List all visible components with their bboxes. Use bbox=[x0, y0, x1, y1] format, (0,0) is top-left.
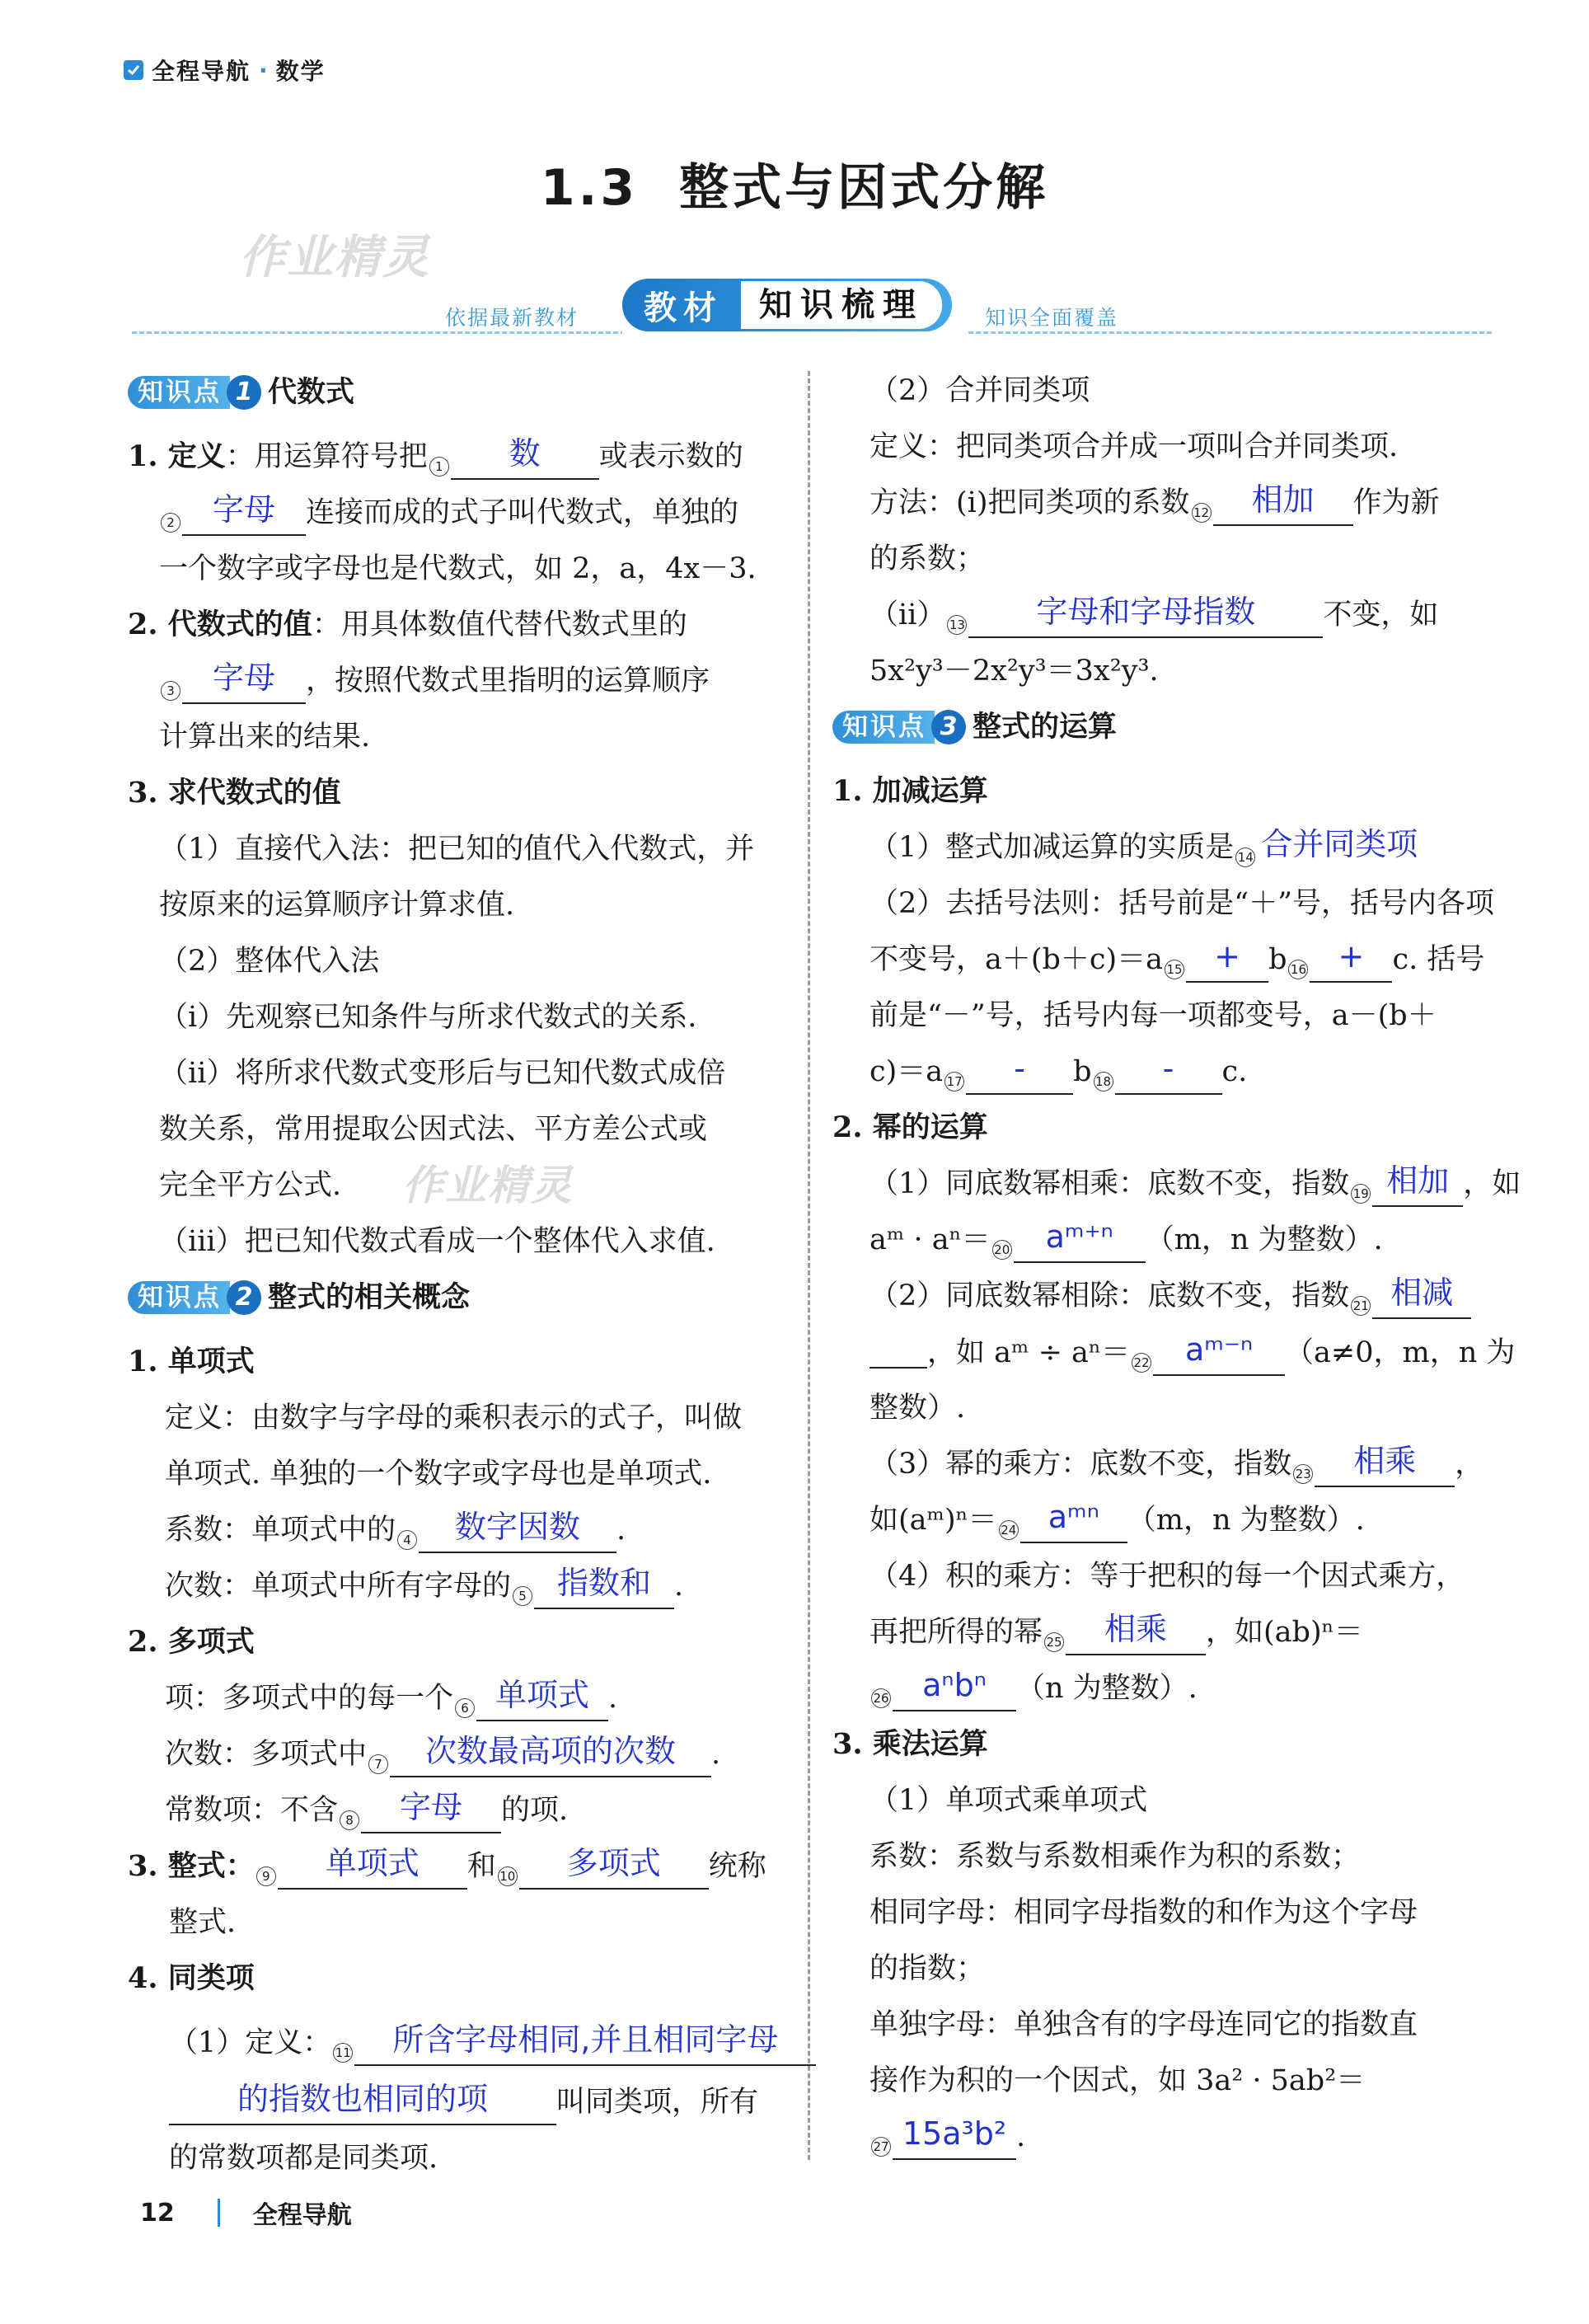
blank-24: aᵐⁿ bbox=[1020, 1499, 1127, 1543]
def-line-3: 一个数字或字母也是代数式，如 2，a，4x－3. bbox=[159, 552, 757, 585]
bracket-rule-c: 前是“－”号，括号内每一项都变号，a－(b＋ bbox=[869, 999, 1437, 1032]
monomial-def-b: 单项式. 单独的一个数字或字母也是单项式. bbox=[165, 1458, 712, 1491]
method-2ii-b: 数关系，常用提取公因式法、平方差公式或 bbox=[159, 1113, 708, 1146]
mono-mult-answer: 27 15a³b² . bbox=[869, 2109, 1025, 2165]
blank-22: aᵐ⁻ⁿ bbox=[1153, 1331, 1285, 1376]
method-2ii-c: 完全平方公式. bbox=[159, 1169, 342, 1202]
blank-16: + bbox=[1310, 938, 1392, 983]
blank-5: 指数和 bbox=[534, 1565, 674, 1609]
monomial-degree: 次数：单项式中所有字母的 5 指数和 . bbox=[165, 1558, 683, 1614]
blank-3: 字母 bbox=[182, 660, 306, 704]
banner-chip-a: 教材 bbox=[644, 289, 723, 327]
mono-mult-same-b: 的指数； bbox=[869, 1952, 986, 1985]
section-number: 1.3 bbox=[540, 159, 639, 217]
blank-19: 相加 bbox=[1372, 1162, 1463, 1207]
combine-method-b: 的系数； bbox=[869, 542, 986, 575]
def-line-1: 1. 定义：用运算符号把 1 数 或表示数的 bbox=[128, 429, 743, 485]
value-line-3: 计算出来的结果. bbox=[159, 721, 371, 754]
power-mult: （1）同底数幂相乘：底数不变，指数 19 相加 ，如 bbox=[869, 1156, 1521, 1212]
power-mult-example: aᵐ · aⁿ＝ 20 aᵐ⁺ⁿ （m，n 为整数）. bbox=[869, 1212, 1383, 1268]
power-of-power: （3）幂的乘方：底数不变，指数 23 相乘 ， bbox=[869, 1436, 1484, 1492]
power-div-end: 整数）. bbox=[869, 1392, 966, 1425]
polynomial-constant: 常数项：不含 8 字母 的项. bbox=[165, 1782, 568, 1838]
method-2: （2）整体代入法 bbox=[159, 945, 380, 978]
polynomial-heading: 2. 多项式 bbox=[128, 1625, 255, 1659]
combine-method-ii: （ⅱ） 13 字母和字母指数 不变，如 bbox=[869, 587, 1438, 643]
watermark-2: 作业精灵 bbox=[402, 1162, 574, 1209]
combine-heading: （2）合并同类项 bbox=[869, 374, 1090, 407]
polynomial-degree: 次数：多项式中 7 次数最高项的次数 . bbox=[165, 1726, 720, 1782]
blank-26: aⁿbⁿ bbox=[893, 1667, 1016, 1711]
knowledge-point-1: 知识点 1 代数式 bbox=[128, 373, 354, 412]
power-div: （2）同底数幂相除：底数不变，指数 21 相减 bbox=[869, 1268, 1471, 1324]
banner-right-note: 知识全面覆盖 bbox=[985, 306, 1119, 330]
like-terms-heading: 4. 同类项 bbox=[128, 1961, 255, 1995]
blank-1: 数 bbox=[451, 435, 599, 480]
power-of-product-c: 26 aⁿbⁿ （n 为整数）. bbox=[869, 1660, 1198, 1716]
banner-chip-b: 知识梳理 bbox=[741, 281, 942, 329]
value-line-1: 2. 代数式的值：用具体数值代替代数式里的 bbox=[128, 608, 687, 641]
header-dot: · bbox=[259, 56, 268, 84]
blank-11-line2: 的指数也相同的项 bbox=[169, 2081, 556, 2125]
blank-23: 相乘 bbox=[1315, 1443, 1455, 1487]
header-subject: 数学 bbox=[275, 58, 326, 85]
value-line-2: 3 字母 ，按照代数式里指明的运算顺序 bbox=[159, 653, 710, 709]
column-divider bbox=[808, 371, 810, 2160]
mono-mult-single-b: 接作为积的一个因式，如 3a² · 5ab²＝ bbox=[869, 2064, 1366, 2097]
integral-expr-end: 整式. bbox=[169, 1906, 237, 1939]
power-of-product: （4）积的乘方：等于把积的每一个因式乘方， bbox=[869, 1560, 1465, 1593]
footer-divider bbox=[218, 2199, 220, 2227]
blank-13: 字母和字母指数 bbox=[968, 594, 1323, 638]
integral-expr: 3. 整式： 9 单项式 和 10 多项式 统称 bbox=[128, 1838, 766, 1894]
power-div-example: ，如 aᵐ ÷ aⁿ＝ 22 aᵐ⁻ⁿ （a≠0，m，n 为 bbox=[869, 1324, 1515, 1381]
power-of-product-b: 再把所得的幂 25 相乘 ，如(ab)ⁿ＝ bbox=[869, 1604, 1363, 1660]
blank-4: 数字因数 bbox=[419, 1509, 616, 1553]
power-of-power-example: 如(aᵐ)ⁿ＝ 24 aᵐⁿ （m，n 为整数）. bbox=[869, 1492, 1365, 1548]
knowledge-point-2: 知识点 2 整式的相关概念 bbox=[128, 1278, 470, 1317]
method-2i: （i）先观察已知条件与所求代数式的关系. bbox=[159, 1001, 697, 1034]
blank-8: 字母 bbox=[361, 1789, 501, 1833]
running-header bbox=[124, 51, 326, 89]
blank-11-line1: 所含字母相同,并且相同字母 bbox=[354, 2021, 816, 2066]
blank-21-tail bbox=[869, 1324, 927, 1369]
blank-25: 相乘 bbox=[1066, 1611, 1206, 1655]
blank-20: aᵐ⁺ⁿ bbox=[1014, 1218, 1146, 1263]
mono-mult-same: 相同字母：相同字母指数的和作为这个字母 bbox=[869, 1896, 1418, 1929]
blank-2: 字母 bbox=[182, 491, 306, 536]
bracket-rule-b: 不变号，a＋(b＋c)＝a 15 + b 16 + c. 括号 bbox=[869, 932, 1484, 988]
blank-18: - bbox=[1115, 1050, 1222, 1095]
blank-7: 次数最高项的次数 bbox=[390, 1733, 711, 1777]
mono-mult-coef: 系数：系数与系数相乘作为积的系数； bbox=[869, 1840, 1361, 1873]
page-footer bbox=[140, 2195, 352, 2231]
watermark: 作业精灵 bbox=[239, 231, 430, 284]
mono-mult: （1）单项式乘单项式 bbox=[869, 1784, 1148, 1817]
page-number: 12 bbox=[140, 2198, 175, 2228]
section-title-text: 整式与因式分解 bbox=[679, 159, 1049, 217]
section-title bbox=[0, 148, 1589, 219]
blank-17: - bbox=[966, 1050, 1073, 1095]
combine-method: 方法：(i)把同类项的系数 12 相加 作为新 bbox=[869, 475, 1440, 531]
power-heading: 2. 幂的运算 bbox=[832, 1110, 988, 1144]
blank-14: 合并同类项 bbox=[1261, 826, 1418, 862]
monomial-coef: 系数：单项式中的 4 数字因数 . bbox=[165, 1502, 626, 1558]
method-1a: （1）直接代入法：把已知的值代入代数式，并 bbox=[159, 833, 755, 866]
add-sub-essence: （1）整式加减运算的实质是 14 合并同类项 bbox=[869, 819, 1422, 876]
bracket-rule-d: c)＝a 17 - b 18 - c. bbox=[869, 1044, 1247, 1100]
checkbox-icon bbox=[124, 60, 143, 80]
monomial-def-a: 定义：由数字与字母的乘积表示的式子，叫做 bbox=[165, 1401, 743, 1434]
footer-book: 全程导航 bbox=[252, 2201, 352, 2230]
mult-heading: 3. 乘法运算 bbox=[832, 1727, 988, 1761]
polynomial-term: 项：多项式中的每一个 6 单项式 . bbox=[165, 1670, 617, 1726]
like-terms-def: （1）定义： 11 所含字母相同,并且相同字母 bbox=[169, 2015, 816, 2071]
banner-left-note: 依据最新教材 bbox=[445, 306, 579, 330]
blank-9: 单项式 bbox=[278, 1845, 467, 1890]
combine-def: 定义：把同类项合并成一项叫合并同类项. bbox=[869, 430, 1399, 463]
monomial-heading: 1. 单项式 bbox=[128, 1345, 255, 1378]
header-book: 全程导航 bbox=[152, 58, 251, 85]
blank-10: 多项式 bbox=[519, 1845, 709, 1890]
blank-27: 15a³b² bbox=[893, 2115, 1016, 2160]
add-sub-heading: 1. 加减运算 bbox=[832, 774, 988, 808]
method-1b: 按原来的运算顺序计算求值. bbox=[159, 889, 515, 922]
mono-mult-single: 单独字母：单独含有的字母连同它的指数直 bbox=[869, 2008, 1418, 2041]
method-2iii: （iii）把已知代数式看成一个整体代入求值. bbox=[159, 1225, 715, 1258]
heading-3: 3. 求代数式的值 bbox=[128, 776, 341, 810]
combine-example: 5x²y³－2x²y³＝3x²y³. bbox=[869, 655, 1159, 688]
section-banner bbox=[622, 279, 968, 338]
method-2ii-a: （ii）将所求代数式变形后与已知代数式成倍 bbox=[159, 1057, 726, 1090]
def-line-2: 2 字母 连接而成的式子叫代数式，单独的 bbox=[159, 485, 738, 541]
bracket-rule-a: （2）去括号法则：括号前是“＋”号，括号内各项 bbox=[869, 887, 1495, 920]
like-terms-const: 的常数项都是同类项. bbox=[169, 2142, 438, 2175]
blank-21: 相减 bbox=[1372, 1275, 1471, 1319]
blank-12: 相加 bbox=[1213, 481, 1353, 526]
blank-6: 单项式 bbox=[476, 1677, 608, 1721]
blank-15: + bbox=[1186, 938, 1268, 983]
like-terms-def-2: 的指数也相同的项 叫同类项，所有 bbox=[169, 2074, 758, 2130]
knowledge-point-3: 知识点 3 整式的运算 bbox=[832, 707, 1117, 747]
